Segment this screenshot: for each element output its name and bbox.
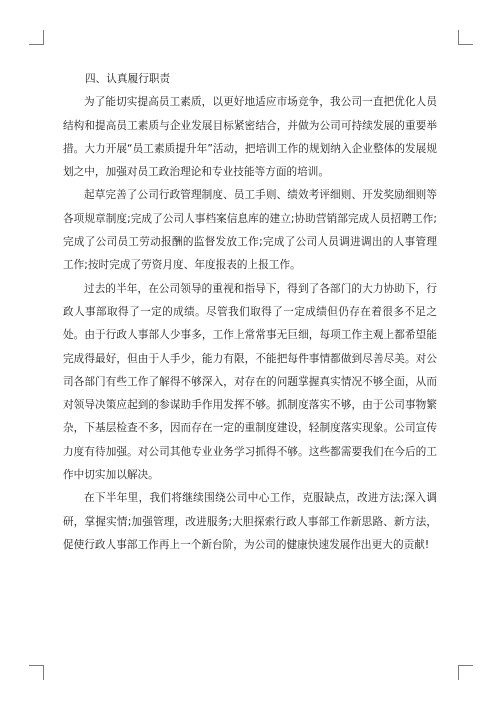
paragraph-training: 为了能切实提高员工素质，以更好地适应市场竞争，我公司一直把优化人员结构和提高员工素质与企业发展目标紧密结合，并做为公司可持续发展的重要举措。大力开展“员工素质提升年”活动，把培训工作的规划纳入企业整体的发展规划之中，加强对员工政治理论和专业技能等方面的培训。 [63, 96, 437, 179]
crop-mark-top-left [29, 30, 44, 45]
paragraph-review: 过去的半年，在公司领导的重视和指导下，得到了各部门的大力协助下，行政人事部取得了一定的成绩。尽管我们取得了一定成绩但仍存在着很多不足之处。由于行政人事部人少事多，工作上常常事无巨细，每项工作主观上都希望能完成得最好，但由于人手少，能力有限，不能把每件事情都做到尽善尽美。对公司各部门有些工作了解得不够深入，对存在的问题掌握真实情况不够全面，从而对领导决策应起到的参谋助手作用发挥不够。抓制度落实不够，由于公司事物繁杂，下基层检查不多，因而存在一定的重制度建设，轻制度落实现象。公司宣传力度有待加强。对公司其他专业业务学习抓得不够。这些都需要我们在今后的工作中切实加以解决。 [63, 282, 437, 482]
paragraph-regulations: 起草完善了公司行政管理制度、员工手则、绩效考评细则、开发奖励细则等各项规章制度;完成了公司人事档案信息库的建立;协助营销部完成人员招聘工作;完成了公司员工劳动报酬的监督发放工作;完成了公司人员调进调出的人事管理工作;按时完成了劳资月度、年度报表的上报工作。 [63, 189, 437, 272]
crop-mark-top-right [458, 30, 473, 45]
crop-mark-bottom-right [458, 665, 473, 680]
document-body [63, 68, 437, 557]
crop-mark-bottom-left [29, 665, 44, 680]
paragraph-plan: 在下半年里，我们将继续围绕公司中心工作，克服缺点，改进方法;深入调研，掌握实情;加强管理，改进服务;大胆探索行政人事部工作新思路、新方法，促使行政人事部工作再上一个新台阶，为公司的健康快速发展作出更大的贡献! [63, 492, 437, 551]
section-heading: 四、认真履行职责 [85, 73, 171, 85]
